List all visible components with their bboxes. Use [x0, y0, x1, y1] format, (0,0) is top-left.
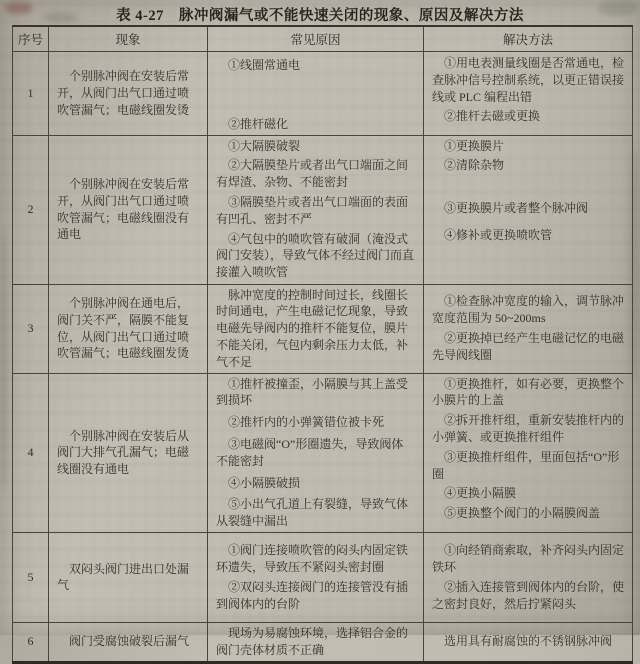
row-number-cell: 5	[13, 532, 49, 622]
solutions-cell	[424, 373, 633, 532]
header-cell-no: 序号	[13, 26, 49, 52]
phenomenon-text: 个别脉冲阀在通电后，阀门关不严，隔膜不能复位，从阀门出气口通过喷吹管漏气；电磁线圈发烫	[57, 295, 190, 361]
solution-item: ③更换膜片或者整个脉冲阀	[444, 201, 589, 216]
causes-cell	[208, 135, 424, 284]
phenomenon-text: 双闷头阀门进出口处漏气	[57, 561, 190, 593]
troubleshooting-table	[12, 25, 633, 664]
table-row	[13, 373, 633, 532]
solution-item: ②清除杂物	[444, 158, 505, 173]
phenomenon-cell	[49, 532, 208, 622]
causes-cell	[208, 52, 424, 136]
cause-item: ②推杆内的小弹簧错位被卡死	[228, 415, 385, 430]
solution-item: ①更换膜片	[444, 138, 505, 153]
page-title: 表 4-27 脉冲阀漏气或不能快速关闭的现象、原因及解决方法	[116, 8, 524, 24]
phenomenon-cell	[49, 622, 208, 662]
cause-item: ④小隔膜破损	[228, 475, 301, 490]
table-row	[13, 532, 633, 622]
solution-item: 选用具有耐腐蚀的不锈钢脉冲阀	[444, 634, 613, 649]
solution-item: ②拆开推杆组，重新安装推杆内的小弹簧、或更换推杆组件	[432, 413, 625, 444]
table-row	[13, 622, 633, 662]
causes-cell	[208, 284, 424, 373]
solutions-cell	[424, 52, 633, 136]
solution-item: ④更换小隔膜	[444, 486, 517, 501]
row-number-cell: 1	[13, 52, 49, 136]
row-number-cell: 2	[13, 135, 49, 284]
cause-item: ①大隔膜破裂	[228, 138, 301, 153]
solution-item: ③更换推杆组件，里面包括“O”形圈	[432, 449, 620, 481]
cause-item: ③电磁阀“O”形圈遗失，导致阀体不能密封	[216, 436, 404, 468]
header-cell-causes: 常见原因	[208, 26, 424, 52]
causes-cell	[208, 532, 424, 622]
solutions-cell	[424, 284, 633, 373]
cause-item: ③隔膜垫片或者出气口端面的表面有凹孔、密封不严	[216, 194, 409, 226]
phenomenon-cell	[49, 284, 208, 373]
phenomenon-text: 个别脉冲阀在安装后常开，从阀门出气口通过喷吹管漏气；电磁线圈没有通电	[57, 177, 190, 242]
phenomenon-text: 阀门受腐蚀破裂后漏气	[69, 634, 190, 649]
solutions-cell	[424, 135, 633, 284]
cause-item: ①推杆被撞歪，小隔膜与其上盖受到损坏	[216, 376, 409, 408]
phenomenon-cell	[49, 135, 208, 284]
scan-smudge	[0, 230, 8, 490]
solution-item: ②插入连接管到阀体内的台阶，使之密封良好，然后拧紧闷头	[432, 579, 625, 611]
solution-item: ①用电表测量线圈是否常通电，检查脉冲信号控制系统，以更正错误接线或 PLC 编程出错	[432, 56, 625, 104]
phenomenon-text: 个别脉冲阀在安装后从阀门大排气孔漏气；电磁线圈没有通电	[57, 428, 190, 477]
cause-item: ②大隔膜垫片或者出气口端面之间有焊渣、杂物、不能密封	[216, 158, 409, 190]
table-row	[13, 284, 633, 373]
header-cell-solutions: 解决方法	[424, 26, 633, 52]
row-number-cell: 4	[13, 373, 49, 532]
phenomenon-cell	[49, 373, 208, 532]
solution-item: ④修补或更换喷吹管	[444, 227, 553, 242]
table-body	[13, 52, 633, 663]
cause-item: ④气包中的喷吹管有破洞（淹没式阀门安装），导致气体不经过阀门而直接灌入喷吹管	[216, 231, 415, 280]
row-number-cell: 3	[13, 284, 49, 373]
causes-cell	[208, 622, 424, 662]
solution-item: ⑤更换整个阀门的小隔膜阀盖	[444, 506, 601, 521]
cause-item: 现场为易腐蚀环境，选择铝合金的阀门壳体材质不正确	[216, 625, 409, 657]
cause-item: ⑤小出气孔道上有裂缝，导致气体从裂缝中漏出	[216, 497, 409, 529]
solution-item: ②推杆去磁或更换	[444, 109, 541, 124]
cause-item: ①线圈常通电	[228, 58, 301, 72]
solutions-cell	[424, 532, 633, 622]
cause-item: ②双闷头连接阀门的连接管没有插到阀体内的台阶	[216, 579, 409, 611]
table-row	[13, 52, 633, 136]
solution-item: ①向经销商索取，补齐闷头内固定铁环	[432, 543, 625, 575]
header-cell-phenomenon: 现象	[49, 26, 208, 52]
cause-item: ②推杆磁化	[228, 116, 289, 131]
solution-item: ②更换掉已经产生电磁记忆的电磁先导阀线圈	[432, 331, 625, 362]
cause-item: 脉冲宽度的控制时间过长，线圈长时间通电，产生电磁记忆现象，导致电磁先导阀内的推杆不能复位，膜片不能关闭，气包内剩余压力太低，补气不足	[216, 287, 409, 369]
solutions-cell	[424, 622, 633, 662]
row-number-cell: 6	[13, 622, 49, 662]
cause-item: ①阀门连接喷吹管的闷头内固定铁环遗失，导致压不紧闷头密封圈	[216, 543, 409, 575]
solution-item: ①更换推杆，如有必要，更换整个小膜片的上盖	[432, 376, 625, 408]
phenomenon-cell	[49, 52, 208, 136]
phenomenon-text: 个别脉冲阀在安装后常开，从阀门出气口通过喷吹管漏气；电磁线圈发烫	[57, 69, 190, 117]
causes-cell	[208, 373, 424, 532]
solution-item: ①检查脉冲宽度的输入，调节脉冲宽度范围为 50~200ms	[432, 294, 625, 326]
table-header-row	[13, 26, 633, 52]
table-row	[13, 135, 633, 284]
